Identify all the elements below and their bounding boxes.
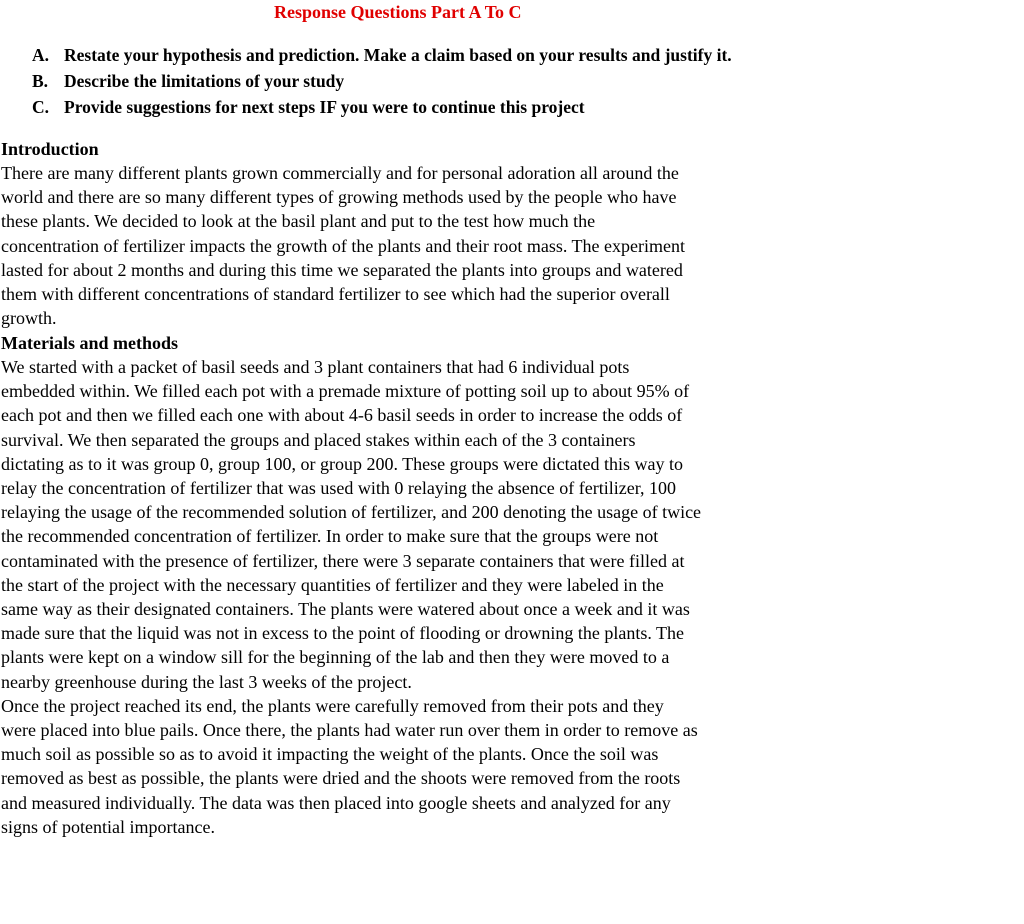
question-letter: B. bbox=[32, 71, 49, 91]
question-item-b bbox=[32, 68, 732, 94]
text-line: Once the project reached its end, the plants were carefully removed from their pots and they bbox=[1, 695, 664, 716]
question-text: Describe the limitations of your study bbox=[64, 71, 345, 91]
text-line: plants were kept on a window sill for the beginning of the lab and then they were moved to a bbox=[1, 647, 670, 668]
text-line: lasted for about 2 months and during this time we separated the plants into groups and watered bbox=[1, 259, 683, 280]
materials-methods-heading: Materials and methods bbox=[1, 333, 178, 353]
text-line: contaminated with the presence of fertilizer, there were 3 separate containers that were filled at bbox=[1, 550, 685, 571]
question-letter: A. bbox=[32, 45, 50, 65]
introduction-section bbox=[1, 137, 823, 330]
text-line: made sure that the liquid was not in excess to the point of flooding or drowning the plants. The bbox=[1, 623, 685, 644]
text-line: relay the concentration of fertilizer that was used with 0 relaying the absence of fertilizer, 100 bbox=[1, 478, 676, 499]
materials-paragraph-2 bbox=[1, 694, 823, 839]
text-line: them with different concentrations of standard fertilizer to see which had the superior overall bbox=[1, 284, 670, 305]
text-line: were placed into blue pails. Once there, the plants had water run over them in order to remove as bbox=[1, 720, 698, 741]
introduction-heading: Introduction bbox=[1, 139, 99, 159]
text-line: these plants. We decided to look at the basil plant and put to the test how much the bbox=[1, 211, 596, 232]
text-line: same way as their designated containers. The plants were watered about once a week and it was bbox=[1, 599, 690, 620]
question-text: Restate your hypothesis and prediction. Make a claim based on your results and justify it. bbox=[64, 45, 732, 65]
text-line: and measured individually. The data was then placed into google sheets and analyzed for any bbox=[1, 792, 671, 813]
text-line: removed as best as possible, the plants were dried and the shoots were removed from the roots bbox=[1, 768, 681, 789]
text-line: world and there are so many different types of growing methods used by the people who have bbox=[1, 187, 677, 208]
text-line: each pot and then we filled each one with about 4-6 basil seeds in order to increase the odds of bbox=[1, 405, 683, 426]
materials-methods-section bbox=[1, 331, 823, 839]
text-line: much soil as possible so as to avoid it impacting the weight of the plants. Once the soil was bbox=[1, 744, 659, 765]
text-line: concentration of fertilizer impacts the growth of the plants and their root mass. The experiment bbox=[1, 235, 685, 256]
text-line: embedded within. We filled each pot with a premade mixture of potting soil up to about 95% of bbox=[1, 381, 690, 402]
introduction-paragraph bbox=[1, 161, 823, 330]
text-line: relaying the usage of the recommended solution of fertilizer, and 200 denoting the usage of twice bbox=[1, 502, 702, 523]
response-question-list bbox=[32, 42, 732, 120]
text-line: the start of the project with the necessary quantities of fertilizer and they were labeled in the bbox=[1, 574, 664, 595]
text-line: survival. We then separated the groups and placed stakes within each of the 3 containers bbox=[1, 429, 636, 450]
text-line: dictating as to it was group 0, group 100, or group 200. These groups were dictated this way to bbox=[1, 453, 684, 474]
text-line: the recommended concentration of fertilizer. In order to make sure that the groups were not bbox=[1, 526, 659, 547]
question-item-a bbox=[32, 42, 732, 68]
text-line: signs of potential importance. bbox=[1, 816, 215, 837]
text-line: There are many different plants grown commercially and for personal adoration all around the bbox=[1, 163, 679, 183]
question-letter: C. bbox=[32, 97, 50, 117]
materials-paragraph-1 bbox=[1, 355, 823, 694]
question-item-c bbox=[32, 94, 732, 120]
page-title: Response Questions Part A To C bbox=[274, 2, 522, 22]
question-text: Provide suggestions for next steps IF you were to continue this project bbox=[64, 97, 585, 117]
text-line: nearby greenhouse during the last 3 weeks of the project. bbox=[1, 671, 412, 692]
text-line: growth. bbox=[1, 308, 57, 329]
text-line: We started with a packet of basil seeds and 3 plant containers that had 6 individual pots bbox=[1, 357, 630, 377]
